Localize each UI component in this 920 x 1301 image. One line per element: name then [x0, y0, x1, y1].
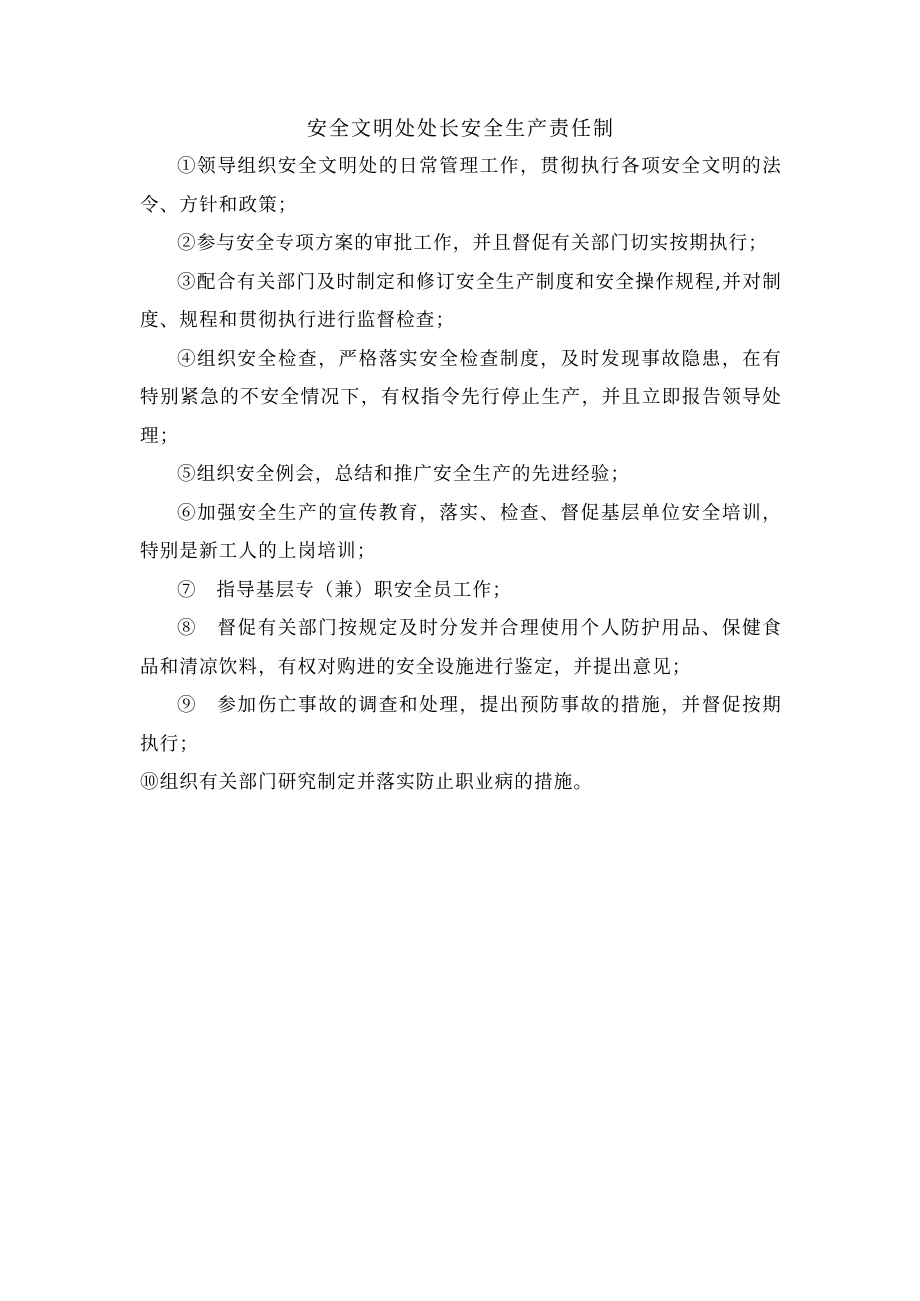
document-page — [140, 114, 782, 803]
paragraph-10: ⑩组织有关部门研究制定并落实防止职业病的措施。 — [140, 772, 594, 793]
paragraph-4: ④组织安全检查，严格落实安全检查制度，及时发现事故隐患，在有特别紧急的不安全情况下，有权指令先行停止生产，并且立即报告领导处理； — [140, 348, 782, 447]
paragraph-1: ①领导组织安全文明处的日常管理工作，贯彻执行各项安全文明的法令、方针和政策； — [140, 156, 782, 216]
paragraph-8: ⑧ 督促有关部门按规定及时分发并合理使用个人防护用品、保健食品和清凉饮料，有权对购进的安全设施进行鉴定，并提出意见； — [140, 618, 782, 678]
paragraph-3: ③配合有关部门及时制定和修订安全生产制度和安全操作规程,并对制度、规程和贯彻执行进行监督检查； — [140, 271, 782, 331]
paragraph-2: ②参与安全专项方案的审批工作，并且督促有关部门切实按期执行； — [177, 233, 769, 254]
paragraph-5: ⑤组织安全例会，总结和推广安全生产的先进经验； — [177, 464, 631, 485]
paragraph-9: ⑨ 参加伤亡事故的调查和处理，提出预防事故的措施，并督促按期执行； — [140, 695, 782, 755]
paragraph-7: ⑦ 指导基层专（兼）职安全员工作； — [177, 579, 512, 601]
document-title: 安全文明处处长安全生产责任制 — [307, 116, 615, 140]
paragraph-6: ⑥加强安全生产的宣传教育，落实、检查、督促基层单位安全培训，特别是新工人的上岗培训； — [140, 502, 782, 562]
